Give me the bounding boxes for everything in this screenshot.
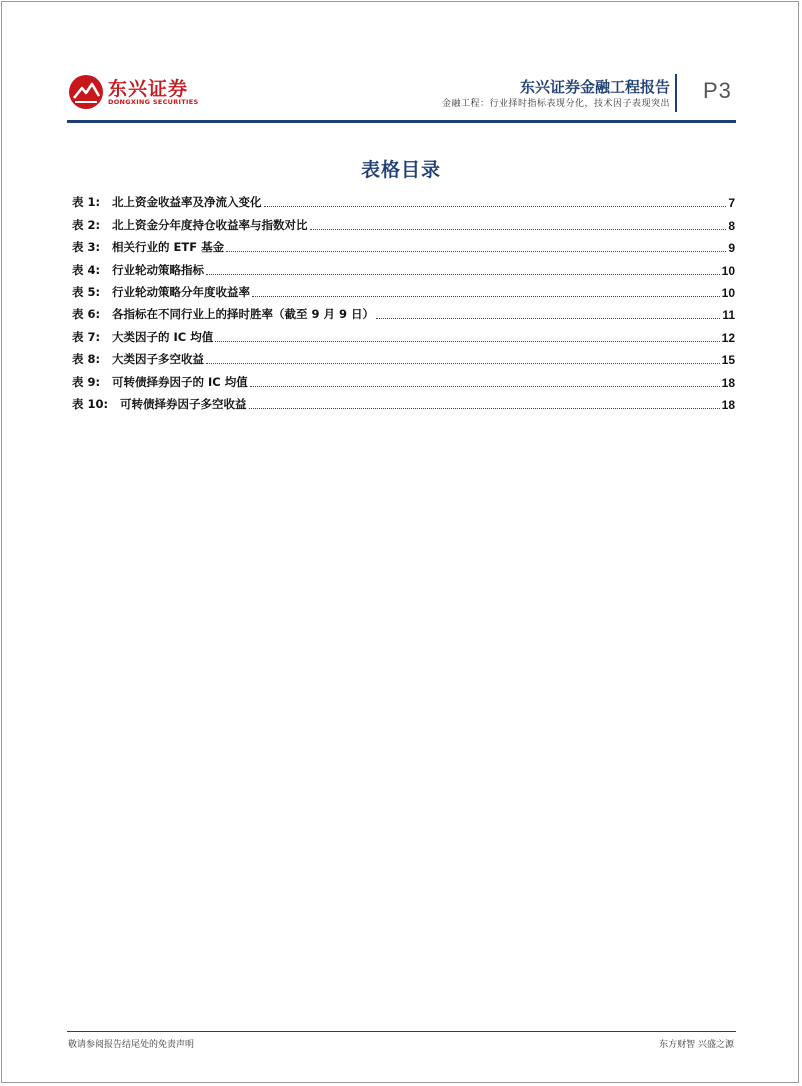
- toc-entry[interactable]: [72, 188, 735, 210]
- toc-entry-label: 表 4:: [72, 262, 101, 277]
- toc-entry[interactable]: [72, 390, 735, 412]
- toc-entry-text: 大类因子的 IC 均值: [112, 329, 214, 344]
- toc-entry[interactable]: [72, 300, 735, 322]
- toc-entry[interactable]: [72, 322, 735, 344]
- toc-entry-page: 18: [721, 375, 735, 390]
- toc-entry-label: 表 5:: [72, 284, 101, 299]
- toc-entry-label: 表 2:: [72, 217, 101, 232]
- toc-leader-dots: [250, 385, 720, 387]
- toc-entry[interactable]: [72, 255, 735, 277]
- toc-entry-text: 各指标在不同行业上的择时胜率（截至 9 月 9 日）: [112, 307, 375, 322]
- toc-leader-dots: [252, 295, 720, 297]
- toc-entry-page: 18: [721, 397, 735, 412]
- toc-entry-label: 表 8:: [72, 352, 101, 367]
- toc-entry-page: 11: [722, 308, 735, 323]
- toc-list: [72, 188, 735, 412]
- toc-entry-text: 可转债择券因子多空收益: [120, 396, 247, 411]
- report-name: 东兴证券金融工程报告: [519, 78, 670, 96]
- footer-disclaimer: 敬请参阅报告结尾处的免责声明: [68, 1040, 195, 1050]
- toc-entry-label: 表 7:: [72, 329, 101, 344]
- toc-leader-dots: [376, 317, 720, 319]
- toc-title: 表格目录: [360, 159, 441, 181]
- toc-entry-text: 北上资金收益率及净流入变化: [112, 195, 262, 210]
- toc-entry-page: 10: [721, 263, 735, 278]
- header-divider: [675, 74, 677, 112]
- toc-leader-dots: [215, 340, 719, 342]
- logo-mark-icon: [68, 74, 104, 110]
- company-logo: [68, 72, 208, 116]
- toc-entry-text: 可转债择券因子的 IC 均值: [112, 374, 248, 389]
- toc-entry-label: 表 6:: [72, 307, 101, 322]
- toc-entry-text: 行业轮动策略分年度收益率: [112, 284, 250, 299]
- page-number: P3: [703, 78, 732, 103]
- toc-leader-dots: [226, 250, 726, 252]
- logo-text-en: DONGXING SECURITIES: [108, 98, 199, 106]
- toc-entry-label: 表 1:: [72, 195, 101, 210]
- toc-entry[interactable]: [72, 210, 735, 232]
- logo-text-cn: 东兴证券: [108, 78, 189, 100]
- report-subtitle: 金融工程：行业择时指标表现分化，技术因子表现突出: [441, 99, 670, 109]
- toc-entry-text: 相关行业的 ETF 基金: [112, 240, 225, 255]
- toc-leader-dots: [249, 407, 720, 409]
- toc-entry-page: 9: [728, 241, 735, 256]
- toc-entry-label: 表 3:: [72, 240, 101, 255]
- toc-entry[interactable]: [72, 345, 735, 367]
- header-rule: [67, 120, 736, 123]
- footer-slogan: 东方财智 兴盛之源: [659, 1040, 734, 1050]
- toc-entry-text: 大类因子多空收益: [112, 352, 204, 367]
- toc-entry-label: 表 9:: [72, 374, 101, 389]
- toc-leader-dots: [206, 273, 720, 275]
- toc-leader-dots: [310, 228, 727, 230]
- toc-entry-page: 12: [721, 330, 735, 345]
- toc-entry-text: 北上资金分年度持仓收益率与指数对比: [112, 217, 308, 232]
- toc-entry-page: 15: [721, 353, 735, 368]
- toc-entry[interactable]: [72, 233, 735, 255]
- toc-entry[interactable]: [72, 367, 735, 389]
- toc-entry-page: 10: [721, 285, 735, 300]
- toc-leader-dots: [206, 362, 720, 364]
- toc-entry[interactable]: [72, 278, 735, 300]
- toc-entry-text: 行业轮动策略指标: [112, 262, 204, 277]
- toc-entry-page: 7: [728, 196, 735, 211]
- toc-entry-label: 表 10:: [72, 396, 109, 411]
- toc-entry-page: 8: [728, 218, 735, 233]
- toc-leader-dots: [264, 205, 727, 207]
- footer-rule: [67, 1031, 736, 1032]
